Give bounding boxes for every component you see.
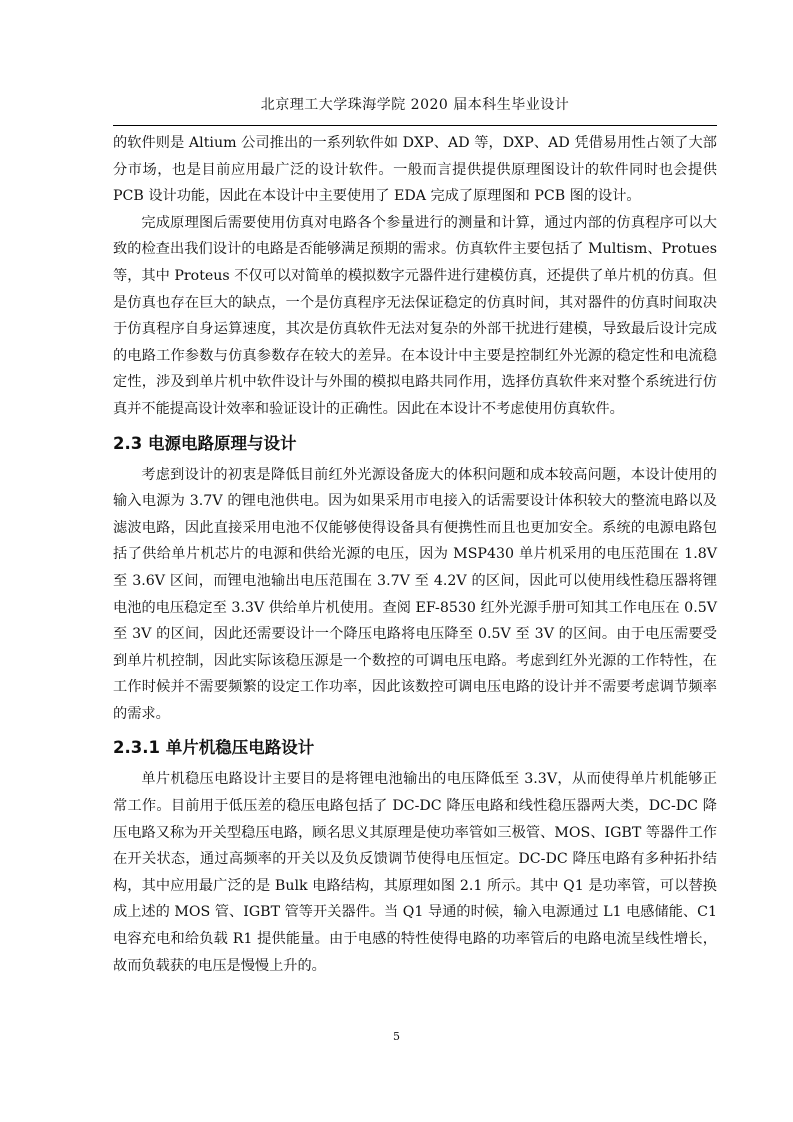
paragraph-power-circuit: 考虑到设计的初衷是降低目前红外光源设备庞大的体积问题和成本较高问题，本设计使用的输入电源为 3.7V 的锂电池供电。因为如果采用市电接入的话需要设计体积较大的整流电路以及滤波电路，因此直接采用电池不仅能够使得设备具有便携性而且也更加安全。系统的电源电路包括了供给单片机芯片的电源和供给光源的电压，因为 MSP430 单片机采用的电压范围在 1.8V 至 3.6V 区间，而锂电池输出电压范围在 3.7V 至 4.2V 的区间，因此可以使用线性稳压器将锂电池的电压稳定至 3.3V 供给单片机使用。查阅 EF-8530 红外光源手册可知其工作电压在 0.5V 至 3V 的区间，因此还需要设计一个降压电路将电压降至 0.5V 至 3V 的区间。由于电压需要受到单片机控制，因此实际该稳压源是一个数控的可调电压电路。考虑到红外光源的工作特性，在工作时候并不需要频繁的设定工作功率，因此该数控可调电压电路的设计并不需要考虑调节频率的需求。 xyxy=(113,466,717,722)
document-body xyxy=(113,130,717,979)
paragraph-mcu-regulator: 单片机稳压电路设计主要目的是将锂电池输出的电压降低至 3.3V，从而使得单片机能够正常工作。目前用于低压差的稳压电路包括了 DC-DC 降压电路和线性稳压器两大类，DC-DC 降压电路又称为开关型稳压电路，顾名思义其原理是使功率管如三极管、MOS、IGBT 等器件工作在开关状态，通过高频率的开关以及负反馈调节使得电压恒定。DC-DC 降压电路有多种拓扑结构，其中应用最广泛的是 Bulk 电路结构，其原理如图 2.1 所示。其中 Q1 是功率管，可以替换成上述的 MOS 管、IGBT 管等开关器件。当 Q1 导通的时候，输入电源通过 L1 电感储能、C1 电容充电和给负载 R1 提供能量。由于电感的特性使得电路的功率管后的电路电流呈线性增长，故而负载获的电压是慢慢上升的。 xyxy=(113,771,717,974)
section-heading-2-3-1: 2.3.1 单片机稳压电路设计 xyxy=(113,738,315,758)
running-header: 北京理工大学珠海学院 2020 届本科生毕业设计 xyxy=(260,97,570,113)
header-rule xyxy=(113,125,717,126)
section-heading-2-3: 2.3 电源电路原理与设计 xyxy=(113,433,297,453)
paragraph-simulation: 完成原理图后需要使用仿真对电路各个参量进行的测量和计算，通过内部的仿真程序可以大致的检查出我们设计的电路是否能够满足预期的需求。仿真软件主要包括了 Multism、Protues 等，其中 Proteus 不仅可以对简单的模拟数字元器件进行建模仿真，还提供了单片机的仿真。但是仿真也存在巨大的缺点，一个是仿真程序无法保证稳定的仿真时间，其对器件的仿真时间取决于仿真程序自身运算速度，其次是仿真软件无法对复杂的外部干扰进行建模，导致最后设计完成的电路工作参数与仿真参数存在较大的差异。在本设计中主要是控制红外光源的稳定性和电流稳定性，涉及到单片机中软件设计与外围的模拟电路共同作用，选择仿真软件来对整个系统进行仿真并不能提高设计效率和验证设计的正确性。因此在本设计不考虑使用仿真软件。 xyxy=(113,214,717,417)
paragraph-eda-software: 的软件则是 Altium 公司推出的一系列软件如 DXP、AD 等，DXP、AD 凭借易用性占领了大部分市场，也是目前应用最广泛的设计软件。一般而言提供提供原理图设计的软件同时也会提供 PCB 设计功能，因此在本设计中主要使用了 EDA 完成了原理图和 PCB 图的设计。 xyxy=(113,135,717,205)
page-number: 5 xyxy=(393,1030,400,1043)
